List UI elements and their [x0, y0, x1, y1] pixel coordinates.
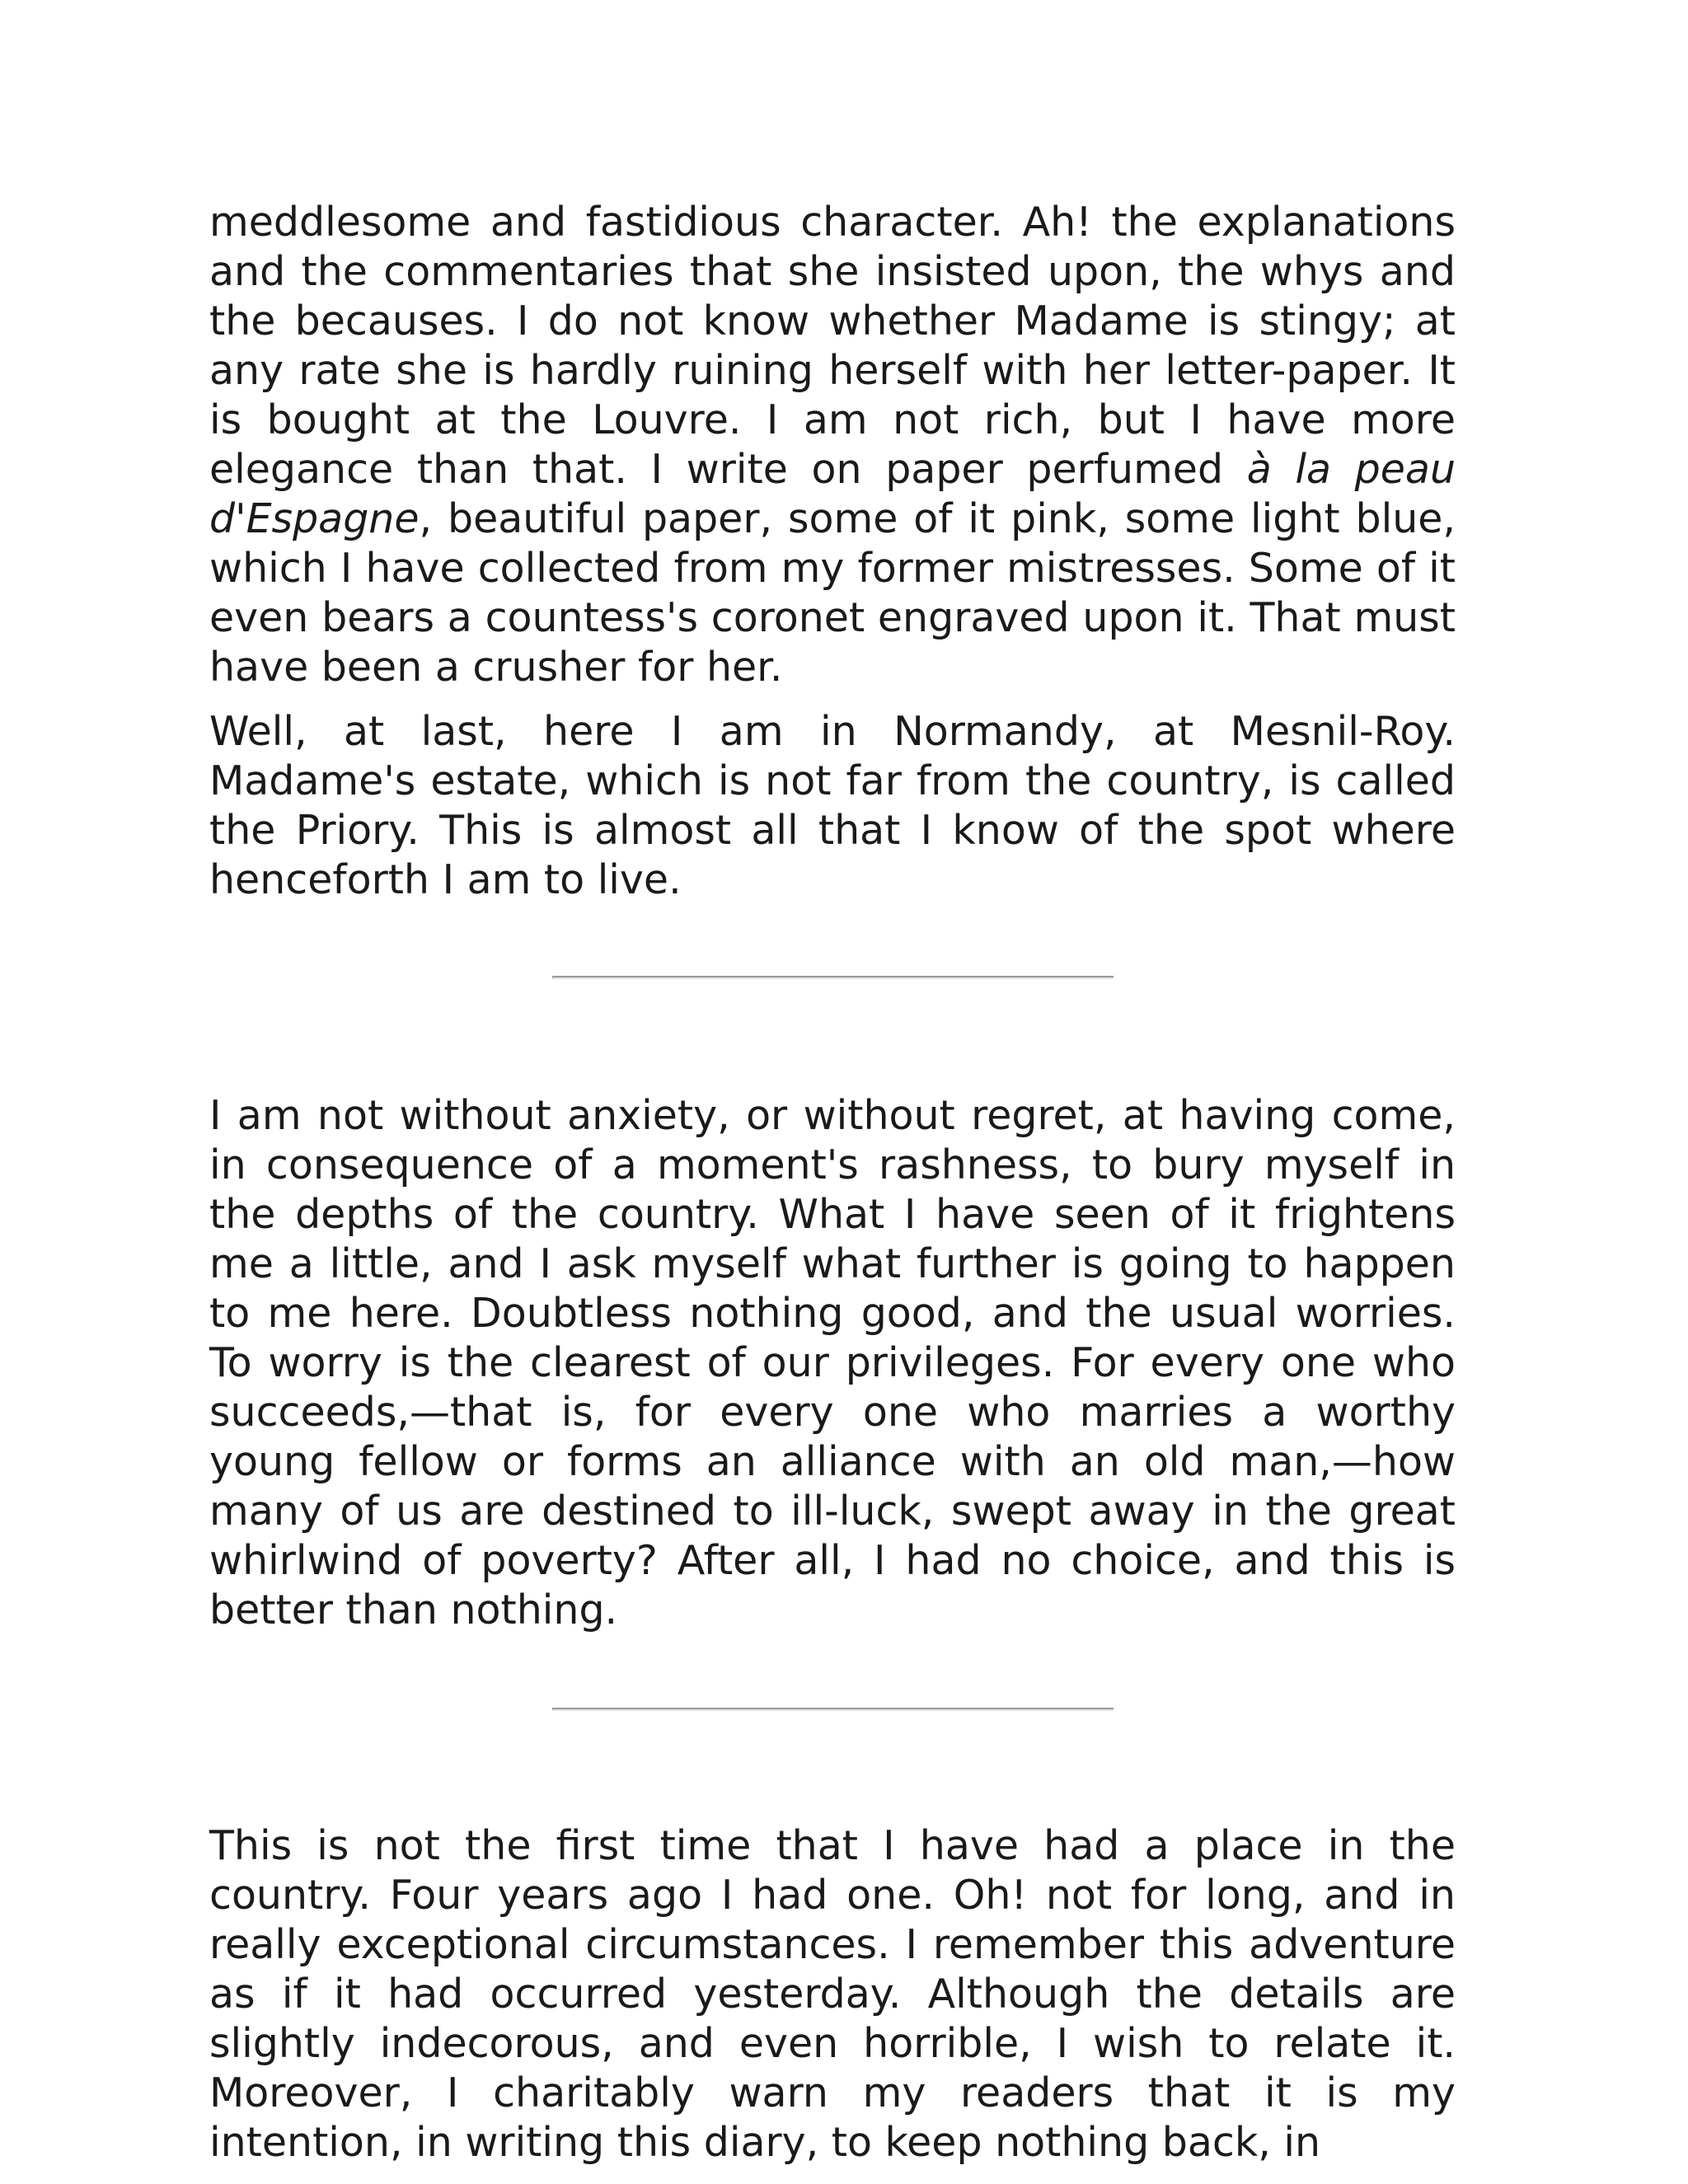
paragraph-3: I am not without anxiety, or without regret, at having come, in consequence of a moment's rashness, to bury myself in the depths of the country. What I have seen of it frightens me a little, and I ask myself what further is going to happen to me here. Doubtless nothing good, and the usual worries. To worry is the clearest of our privileges. For every one who succeeds,—that is, for every one who marries a worthy young fellow or forms an alliance with an old man,—how many of us are destined to ill-luck, swept away in the great whirlwind of poverty? After all, I had no choice, and this is better than nothing. — [209, 1092, 1456, 1633]
paragraph-1-text-b: , beautiful paper, some of it pink, some light blue, which I have collected from my former mistresses. Some of it even bears a countess's coronet engraved upon it. That must have been a crusher for her. — [209, 495, 1456, 691]
italic-phrase: à la peau d'Espagne — [209, 446, 1456, 542]
paragraph-2: Well, at last, here I am in Normandy, at Mesnil-Roy. Madame's estate, which is not far from the country, is called the Priory. This is almost all that I know of the spot where henceforth I am to live. — [209, 708, 1456, 903]
section-divider-1 — [552, 976, 1114, 979]
document-page — [209, 198, 1456, 2168]
paragraph-1-text-a: meddlesome and fastidious character. Ah! the explanations and the commentaries that she insisted upon, the whys and the becauses. I do not know whether Madame is stingy; at any rate she is hardly ruining herself with her letter-paper. It is bought at the Louvre. I am not rich, but I have more elegance than that. I write on paper perfumed — [209, 199, 1456, 493]
paragraph-4: This is not the first time that I have had a place in the country. Four years ago I had one. Oh! not for long, and in really exceptional circumstances. I remember this adventure as if it had occurred yesterday. Although the details are slightly indecorous, and even horrible, I wish to relate it. Moreover, I charitably warn my readers that it is my intention, in writing this diary, to keep nothing back, in — [209, 1822, 1456, 2166]
paragraph-1 — [209, 198, 1456, 692]
section-divider-2 — [552, 1708, 1114, 1711]
